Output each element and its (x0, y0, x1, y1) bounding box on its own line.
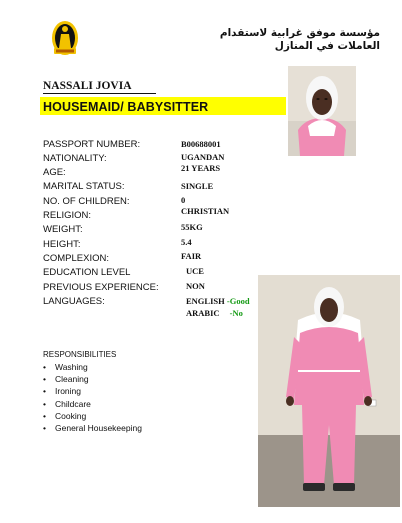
label-languages: LANGUAGES: (43, 296, 105, 307)
value-complexion: FAIR (181, 251, 202, 261)
label-nationality: NATIONALITY: (43, 153, 107, 164)
label-age: AGE: (43, 167, 66, 178)
value-passport-number: B00688001 (181, 139, 221, 149)
language-english-level: -Good (226, 296, 250, 306)
list-item: • Cooking (43, 410, 87, 421)
bullet-icon: • (43, 362, 46, 372)
label-marital-status: MARITAL STATUS: (43, 181, 125, 192)
bullet-icon: • (43, 374, 46, 385)
list-item: • Washing (43, 362, 88, 372)
bullet-icon: • (43, 386, 46, 397)
language-arabic (186, 308, 243, 318)
bullet-icon: • (43, 398, 46, 409)
value-height: 5.4 (181, 237, 192, 247)
list-item: • Ironing (43, 386, 81, 397)
label-religion: RELIGION: (43, 210, 92, 221)
candidate-name: NASSALI JOVIA (43, 80, 156, 94)
language-english-name: ENGLISH (186, 296, 225, 306)
value-previous-experience: NON (186, 281, 205, 291)
headshot-photo (288, 66, 356, 156)
responsibilities-title: RESPONSIBILITIES (43, 350, 117, 359)
value-weight: 55KG (181, 222, 203, 232)
label-previous-experience: PREVIOUS EXPERIENCE: (43, 282, 159, 293)
full-body-photo (258, 275, 400, 507)
agency-logo (46, 18, 84, 58)
label-complexion: COMPLEXION: (43, 253, 109, 264)
list-item: • Childcare (43, 398, 91, 409)
language-english (186, 296, 250, 306)
language-arabic-name: ARABIC (186, 308, 220, 318)
label-education-level: EDUCATION LEVEL (43, 267, 131, 278)
value-age: 21 YEARS (181, 163, 221, 173)
value-nationality: UGANDAN (181, 152, 225, 162)
value-marital-status: SINGLE (181, 181, 214, 191)
list-item: • Cleaning (43, 374, 89, 385)
agency-name-arabic: مؤسسة موفق غرابية لاستقدام العاملات في المنازل (219, 27, 380, 52)
candidate-position: HOUSEMAID/ BABYSITTER (43, 100, 209, 114)
label-passport-number: PASSPORT NUMBER: (43, 139, 141, 150)
label-weight: WEIGHT: (43, 224, 83, 235)
value-religion: CHRISTIAN (181, 206, 230, 216)
bullet-icon: • (43, 422, 46, 433)
value-education-level: UCE (186, 266, 204, 276)
label-height: HEIGHT: (43, 239, 81, 250)
bullet-icon: • (43, 410, 46, 421)
language-arabic-level: -No (229, 308, 243, 318)
responsibilities-list (43, 361, 142, 434)
label-no-of-children: NO. OF CHILDREN: (43, 196, 130, 207)
value-no-of-children: 0 (181, 195, 186, 205)
list-item: • General Housekeeping (43, 422, 142, 433)
